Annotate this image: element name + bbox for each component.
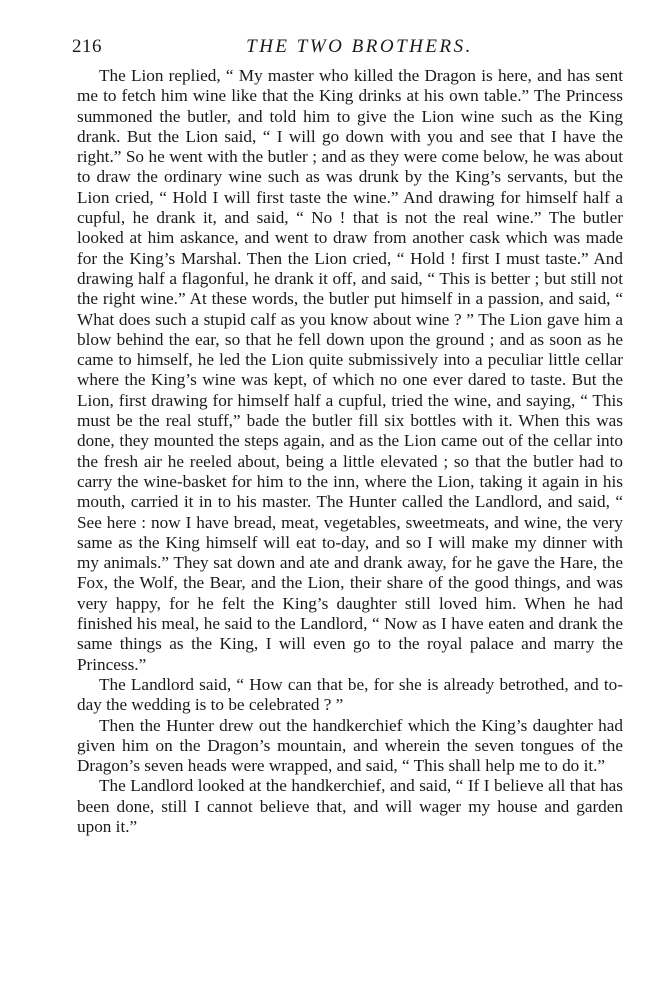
paragraph-landlord-doubt: The Landlord said, “ How can that be, for she is already betrothed, and to-day the wedding is to be celebrated ? ”	[77, 674, 623, 715]
page-number: 216	[72, 36, 102, 57]
paragraph-lion-and-butler: The Lion replied, “ My master who killed the Dragon is here, and has sent me to fetch him wine like that the King drinks at his own table.” The Princess summoned the butler, and told him to give the Lion wine such as the King drank. But the Lion said, “ I will go down with you and see that I have the right.” So he went with the butler ; and as they were come below, he was about to draw the ordinary wine such as was drunk by the King’s servants, but the Lion cried, “ Hold I will first taste the wine.” And drawing for himself half a cupful, he drank it, and said, “ No ! that is not the real wine.” The butler looked at him askance, and went to draw from another cask which was made for the King’s Marshal. Then the Lion cried, “ Hold ! first I must taste.” And drawing half a flagonful, he drank it off, and said, “ This is better ; but still not the right wine.” At these words, the butler put himself in a passion, and said, “ What does such a stupid calf as you know about wine ? ” The Lion gave him a blow behind the ear, so that he fell down upon the ground ; and as soon as he came to himself, he led the Lion quite submissively into a peculiar little cellar where the King’s wine was kept, of which no one ever dared to taste. But the Lion, first drawing for himself half a cupful, tried the wine, and saying, “ This must be the real stuff,” bade the butler fill six bottles with it. When this was done, they mounted the steps again, and as the Lion came out of the cellar into the fresh air he reeled about, being a little elevated ; so that the butler had to carry the wine-basket for him to the inn, where the Lion, taking it again in his mouth, carried it in to his master. The Hunter called the Landlord, and said, “ See here : now I have bread, meat, vegetables, sweetmeats, and wine, the very same as the King himself will eat to-day, and so I will make my dinner with my animals.” They sat down and ate and drank away, for he gave the Hare, the Fox, the Wolf, the Bear, and the Lion, their share of the good things, and was very happy, for he felt the King’s daughter still loved him. When he had finished his meal, he said to the Landlord, “ Now as I have eaten and drank the same things as the King, I will even go to the royal palace and marry the Princess.”	[77, 66, 623, 674]
paragraph-handkerchief: Then the Hunter drew out the handkerchief which the King’s daughter had given him on the Dragon’s mountain, and wherein the seven tongues of the Dragon’s seven heads were wrapped, and said, “ This shall help me to do it.”	[77, 715, 623, 776]
running-title: THE TWO BROTHERS.	[246, 36, 473, 57]
page-header	[72, 36, 607, 58]
body-text	[77, 66, 623, 837]
paragraph-landlord-wager: The Landlord looked at the handkerchief, and said, “ If I believe all that has been done, still I cannot believe that, and will wager my house and garden upon it.”	[77, 776, 623, 836]
